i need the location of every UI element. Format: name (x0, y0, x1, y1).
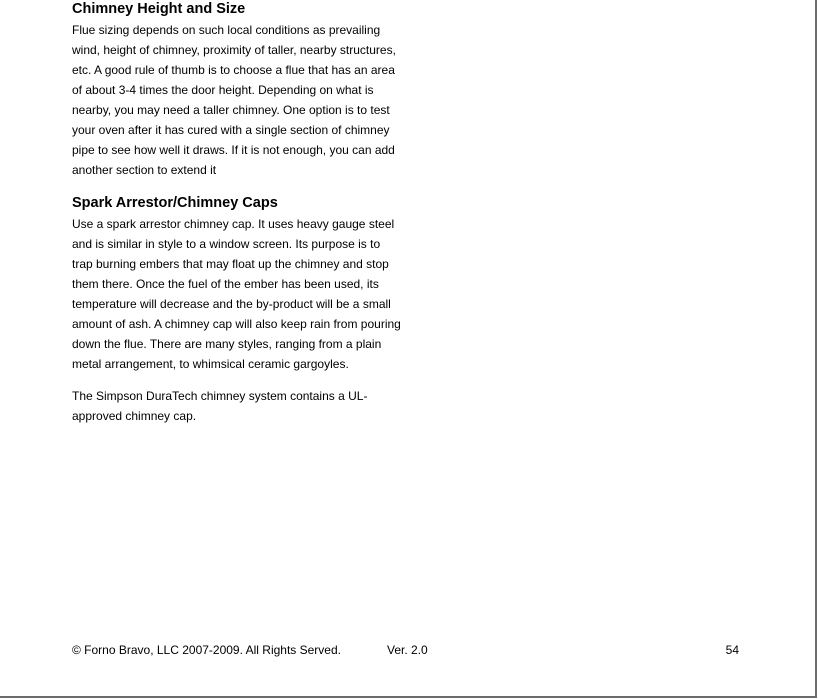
footer-copyright: © Forno Bravo, LLC 2007-2009. All Rights Served. (72, 643, 341, 657)
footer-page-number: 54 (725, 643, 739, 657)
page-footer (72, 642, 742, 658)
section-note-simpson: The Simpson DuraTech chimney system contains a UL-approved chimney cap. (72, 389, 368, 423)
section-heading-chimney-height: Chimney Height and Size (72, 1, 246, 17)
footer-version: Ver. 2.0 (387, 643, 428, 657)
text-column (72, 0, 402, 426)
section-body-spark-arrestor: Use a spark arrestor chimney cap. It uses heavy gauge steel and is similar in style to a window screen. Its purpose is to trap burning embers that may float up the chimney and stop them there. Once the fuel of the ember has been used, its temperature will decrease and the by-product will be a small amount of ash. A chimney cap will also keep rain from pouring down the flue. There are many styles, ranging from a plain metal arrangement, to whimsical ceramic gargoyles. (72, 217, 401, 371)
section-heading-spark-arrestor: Spark Arrestor/Chimney Caps (72, 195, 278, 211)
section-body-chimney-height: Flue sizing depends on such local conditions as prevailing wind, height of chimney, proximity of taller, nearby structures, etc. A good rule of thumb is to choose a flue that has an area of about 3-4 times the door height. Depending on what is nearby, you may need a taller chimney. One option is to test your oven after it has cured with a single section of chimney pipe to see how well it draws. If it is not enough, you can add another section to extend it (72, 23, 396, 177)
